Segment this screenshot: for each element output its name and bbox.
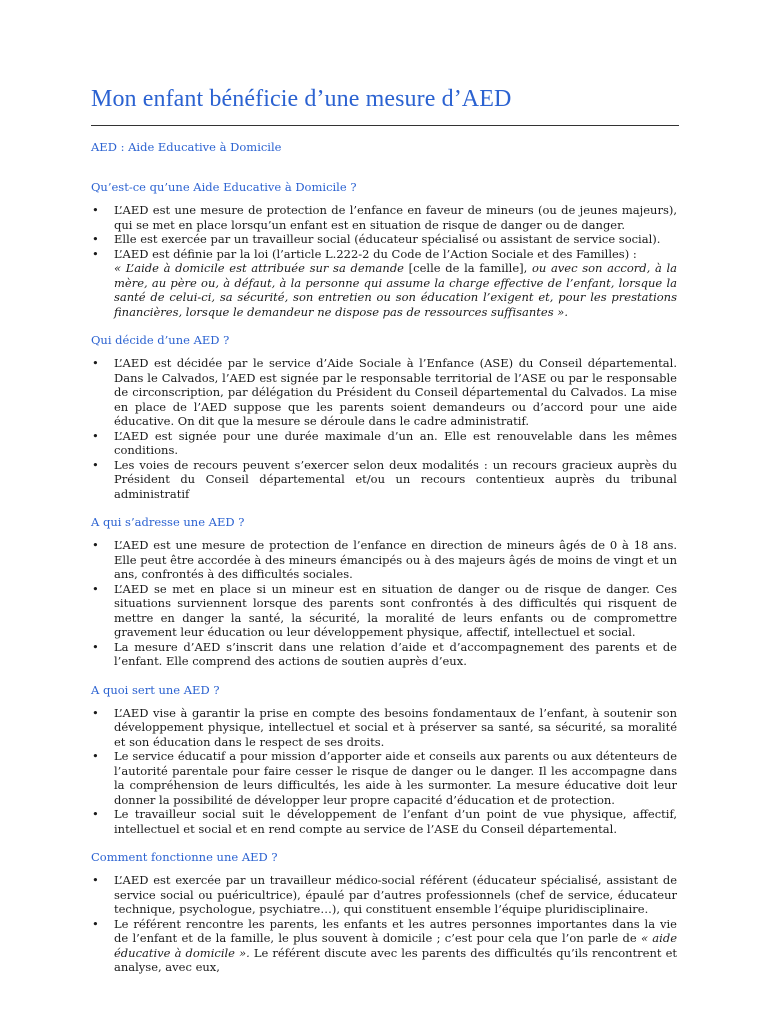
- italic-phrase: « aide éducative à domicile ».: [114, 931, 677, 960]
- list-item-text: Le référent rencontre les parents, les enfants et les autres personnes importantes dans la vie de l’enfant et de la famille, le plus souvent à domicile ; c’est pour cela que l’on parle de: [114, 916, 677, 945]
- bullet-list: [91, 203, 677, 319]
- bullet-list: [91, 356, 677, 501]
- list-item: • L’AED vise à garantir la prise en compte des besoins fondamentaux de l’enfant, à soutenir son développement physique, intellectuel et social et à préserver sa santé, sa sécurité, sa moralité et son éducation dans le respect de ses droits.: [91, 706, 677, 750]
- quote-insert: [celle de la famille],: [408, 261, 528, 275]
- section-heading: A qui s’adresse une AED ?: [91, 515, 245, 529]
- subtitle: AED : Aide Educative à Domicile: [91, 140, 282, 154]
- list-item: • Le travailleur social suit le développement de l’enfant d’un point de vue physique, affectif, intellectuel et social et en rend compte au service de l’ASE du Conseil départemental.: [91, 807, 677, 836]
- page-title: Mon enfant bénéficie d’une mesure d’AED: [91, 86, 512, 112]
- document-body: [91, 140, 677, 975]
- bullet-list: [91, 873, 677, 975]
- list-item: • Elle est exercée par un travailleur social (éducateur spécialisé ou assistant de service social).: [91, 232, 677, 247]
- list-item: • L’AED est une mesure de protection de l’enfance en direction de mineurs âgés de 0 à 18 ans. Elle peut être accordée à des mineurs émancipés ou à des majeurs âgés de moins de vingt et un ans, confrontés à des difficultés sociales.: [91, 538, 677, 582]
- section-heading: Qui décide d’une AED ?: [91, 333, 230, 347]
- section-heading: Comment fonctionne une AED ?: [91, 850, 278, 864]
- list-item: • La mesure d’AED s’inscrit dans une relation d’aide et d’accompagnement des parents et de l’enfant. Elle comprend des actions de soutien auprès d’eux.: [91, 640, 677, 669]
- title-divider: [91, 125, 679, 126]
- list-item-text: L’AED est définie par la loi (l’article L.222-2 du Code de l’Action Sociale et des Familles) :: [114, 246, 637, 261]
- quote-part: « L’aide à domicile est attribuée sur sa demande: [114, 261, 404, 275]
- list-item-text: Le référent discute avec les parents des difficultés qu’ils rencontrent et analyse, avec eux,: [114, 945, 677, 974]
- list-item: • L’AED est signée pour une durée maximale d’un an. Elle est renouvelable dans les mêmes conditions.: [91, 429, 677, 458]
- quote-part: ou avec son accord, à la mère, au père ou, à défaut, à la personne qui assume la charge effective de l’enfant, lorsque la santé de celui-ci, sa sécurité, son entretien ou son éducation l’exigent et, pour les prestations financières, lorsque le demandeur ne dispose pas de ressources suffisantes ».: [114, 261, 678, 319]
- list-item: • Les voies de recours peuvent s’exercer selon deux modalités : un recours gracieux auprès du Président du Conseil départemental et/ou un recours contentieux auprès du tribunal administratif: [91, 458, 677, 502]
- bullet-list: [91, 538, 677, 669]
- list-item: • L’AED se met en place si un mineur est en situation de danger ou de risque de danger. Ces situations surviennent lorsque des parents sont confrontés à des difficultés qui risquent de mettre en danger la santé, la sécurité, la moralité de leurs enfants ou de compromettre gravement leur éducation ou leur développement physique, affectif, intellectuel et social.: [91, 582, 677, 640]
- section-heading: A quoi sert une AED ?: [91, 682, 220, 697]
- list-item: [91, 917, 677, 975]
- law-quote: [114, 261, 677, 319]
- list-item: • L’AED est une mesure de protection de l’enfance en faveur de mineurs (ou de jeunes majeurs), qui se met en place lorsqu’un enfant est en situation de risque de danger ou de danger.: [91, 203, 677, 232]
- section-heading: Qu’est-ce qu’une Aide Educative à Domicile ?: [91, 180, 357, 194]
- bullet-list: [91, 706, 677, 837]
- list-item: • L’AED est décidée par le service d’Aide Sociale à l’Enfance (ASE) du Conseil départemental. Dans le Calvados, l’AED est signée par le responsable territorial de l’ASE ou par le responsable de circonscription, par délégation du Président du Conseil départemental du Calvados. La mise en place de l’AED suppose que les parents soient demandeurs ou d’accord pour une aide éducative. On dit que la mesure se déroule dans le cadre administratif.: [91, 356, 677, 429]
- list-item: • L’AED est exercée par un travailleur médico-social référent (éducateur spécialisé, assistant de service social ou puéricultrice), épaulé par d’autres professionnels (chef de service, éducateur technique, psychologue, psychiatre…), qui constituent ensemble l’équipe pluridisciplinaire.: [91, 873, 677, 917]
- list-item: [91, 247, 677, 320]
- list-item: • Le service éducatif a pour mission d’apporter aide et conseils aux parents ou aux détenteurs de l’autorité parentale pour faire cesser le risque de danger ou le danger. Il les accompagne dans la compréhension de leurs difficultés, les aide à les surmonter. La mesure éducative doit leur donner la possibilité de développer leur propre capacité d’éducation et de protection.: [91, 749, 677, 807]
